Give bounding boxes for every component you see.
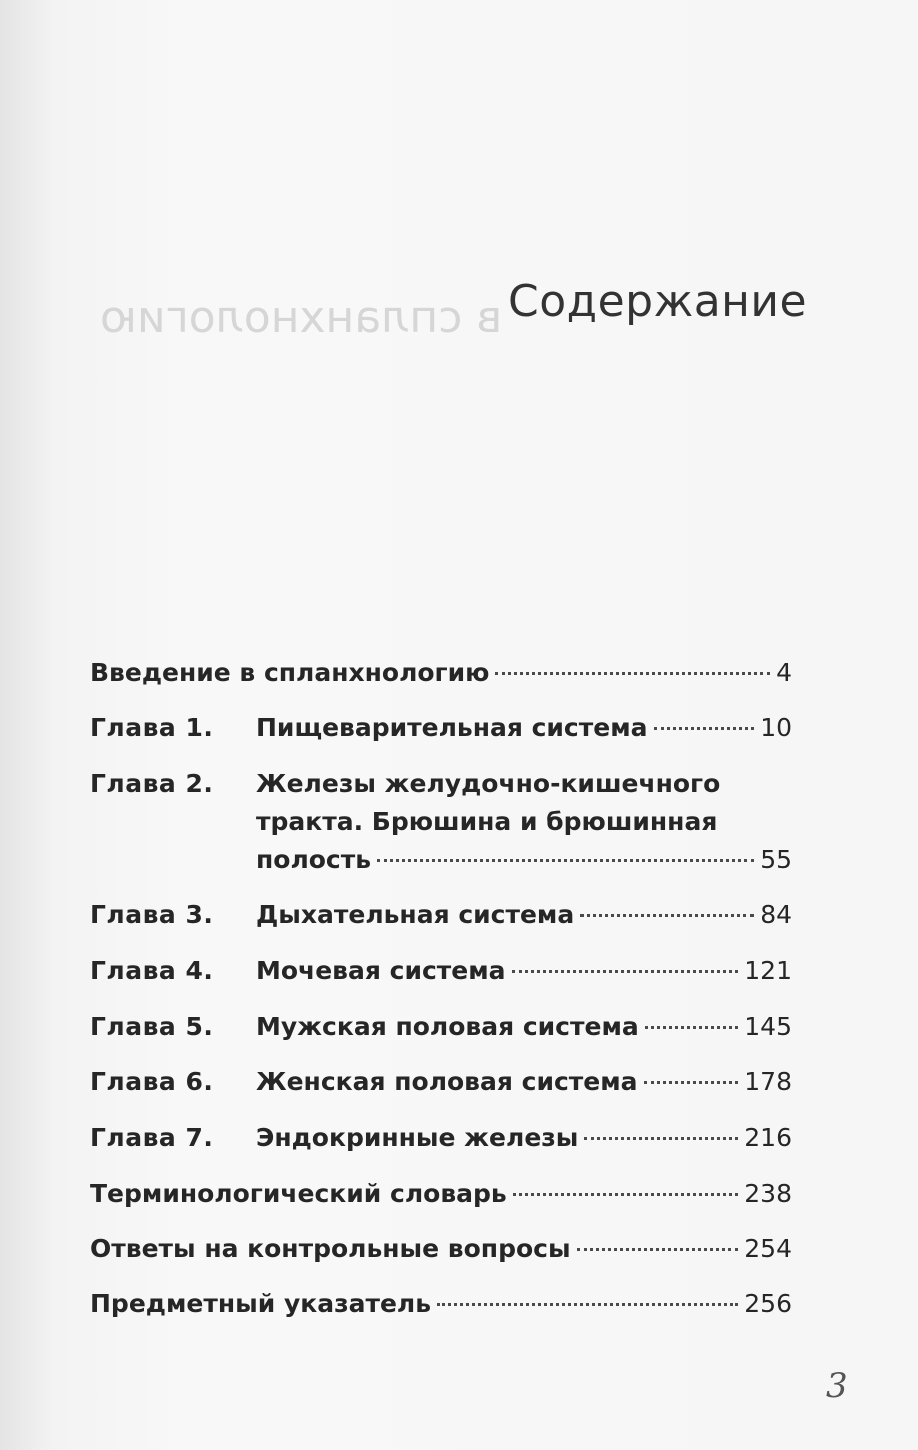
toc-entry-title: Терминологический словарь	[90, 1179, 507, 1208]
toc-chapter-label: Глава 2.	[90, 769, 214, 798]
toc-entry-page: 238	[744, 1179, 792, 1208]
toc-chapter-label: Глава 5.	[90, 1012, 214, 1041]
dot-leader	[584, 1137, 738, 1140]
toc-entry-title: Женская половая система	[256, 1067, 638, 1096]
toc-entry-title: Предметный указатель	[90, 1289, 432, 1318]
page-number: 3	[826, 1366, 848, 1406]
toc-entry-title: Введение в спланхнологию	[90, 658, 490, 687]
toc-entry-chapter-3[interactable]	[90, 896, 792, 934]
toc-entry-page: 84	[760, 900, 792, 929]
toc-entry-subject-index[interactable]	[90, 1285, 792, 1323]
toc-chapter-label: Глава 1.	[90, 713, 214, 742]
page-title: Содержание	[508, 276, 808, 327]
toc-chapter-label: Глава 7.	[90, 1123, 214, 1152]
toc-entry-title: Ответы на контрольные вопросы	[90, 1234, 571, 1263]
dot-leader	[577, 1248, 739, 1251]
toc-entry-chapter-1[interactable]	[90, 709, 792, 747]
toc-entry-page: 121	[744, 956, 792, 985]
dot-leader	[377, 859, 754, 862]
toc-entry-chapter-2[interactable]	[90, 765, 792, 879]
toc-entry-title-line-1: Железы желудочно-кишечного	[256, 769, 721, 798]
toc-chapter-label: Глава 6.	[90, 1067, 214, 1096]
toc-entry-title: Мочевая система	[256, 956, 506, 985]
toc-chapter-label: Глава 3.	[90, 900, 214, 929]
dot-leader	[654, 727, 755, 730]
toc-entry-page: 178	[744, 1067, 792, 1096]
toc-entry-page: 216	[744, 1123, 792, 1152]
toc-entry-page: 4	[776, 658, 792, 687]
toc-entry-chapter-7[interactable]	[90, 1119, 792, 1157]
toc-chapter-label: Глава 4.	[90, 956, 214, 985]
toc-entry-chapter-6[interactable]	[90, 1063, 792, 1101]
toc-entry-title: Эндокринные железы	[256, 1123, 579, 1152]
toc-entry-title-line-3: полость	[256, 845, 372, 874]
toc-entry-introduction[interactable]	[90, 654, 792, 692]
dot-leader	[512, 970, 739, 973]
toc-entry-answers[interactable]	[90, 1230, 792, 1268]
dot-leader	[645, 1026, 739, 1029]
toc-entry-page: 55	[760, 845, 792, 874]
toc-entry-chapter-4[interactable]	[90, 952, 792, 990]
toc-entry-page: 256	[744, 1289, 792, 1318]
toc-entry-page: 145	[744, 1012, 792, 1041]
toc-entry-title: Мужская половая система	[256, 1012, 639, 1041]
toc-entry-glossary[interactable]	[90, 1175, 792, 1213]
toc-entry-chapter-5[interactable]	[90, 1008, 792, 1046]
toc-entry-title: Пищеварительная система	[256, 713, 648, 742]
toc-entry-title: Дыхательная система	[256, 900, 575, 929]
dot-leader	[513, 1193, 739, 1196]
toc-entry-title-line-2: тракта. Брюшина и брюшинная	[256, 807, 718, 836]
dot-leader	[644, 1081, 739, 1084]
toc-entry-page: 254	[744, 1234, 792, 1263]
bleed-through-text: в спланхнологию	[100, 292, 503, 343]
dot-leader	[580, 914, 754, 917]
toc-entry-page: 10	[760, 713, 792, 742]
dot-leader	[495, 672, 770, 675]
dot-leader	[437, 1303, 738, 1306]
